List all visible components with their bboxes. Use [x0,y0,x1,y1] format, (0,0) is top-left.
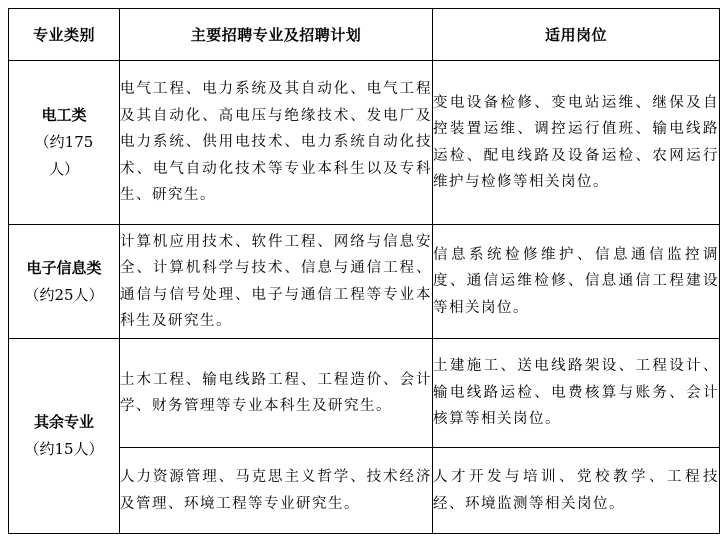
category-cell-other [9,339,120,534]
category-count: 人） [48,160,79,178]
majors-cell: 人力资源管理、马克思主义哲学、技术经济及管理、环境工程等专业研究生。 [120,448,433,534]
positions-cell: 信息系统检修维护、信息通信监控调度、通信运维检修、信息通信工程建设等相关岗位。 [433,225,720,339]
category-name: 电子信息类 [26,258,102,277]
header-category: 专业类别 [9,9,120,61]
positions-cell: 人才开发与培训、党校教学、工程技经、环境监测等相关岗位。 [433,448,720,534]
table-row-electronic-info [9,225,720,339]
table-row-other-1 [9,339,720,448]
majors-cell: 电气工程、电力系统及其自动化、电气工程及其自动化、高电压与绝缘技术、发电厂及电力系统、供用电技术、电力系统自动化技术、电气自动化技术等专业本科生以及专科生、研究生。 [120,61,433,225]
category-count: （约15人） [24,440,104,458]
majors-cell: 土木工程、输电线路工程、工程造价、会计学、财务管理等专业本科生及研究生。 [120,339,433,448]
recruitment-table [8,8,720,534]
header-row [9,9,720,61]
category-name: 电工类 [41,106,87,124]
header-majors: 主要招聘专业及招聘计划 [120,9,433,61]
category-count: （约25人） [24,285,104,304]
table-row-electrical [9,61,720,225]
category-name: 其余专业 [33,413,94,431]
positions-cell: 土建施工、送电线路架设、工程设计、输电线路运检、电费核算与账务、会计核算等相关岗位。 [433,339,720,448]
majors-cell: 计算机应用技术、软件工程、网络与信息安全、计算机科学与技术、信息与通信工程、通信与信号处理、电子与通信工程等专业本科生及研究生。 [120,225,433,339]
category-count: （约175 [34,133,94,151]
category-cell-electrical [9,61,120,225]
positions-cell: 变电设备检修、变电站运维、继保及自控装置运维、调控运行值班、输电线路运检、配电线路及设备运检、农网运行维护与检修等相关岗位。 [433,61,720,225]
header-positions: 适用岗位 [433,9,720,61]
category-cell-electronic-info [9,225,120,339]
